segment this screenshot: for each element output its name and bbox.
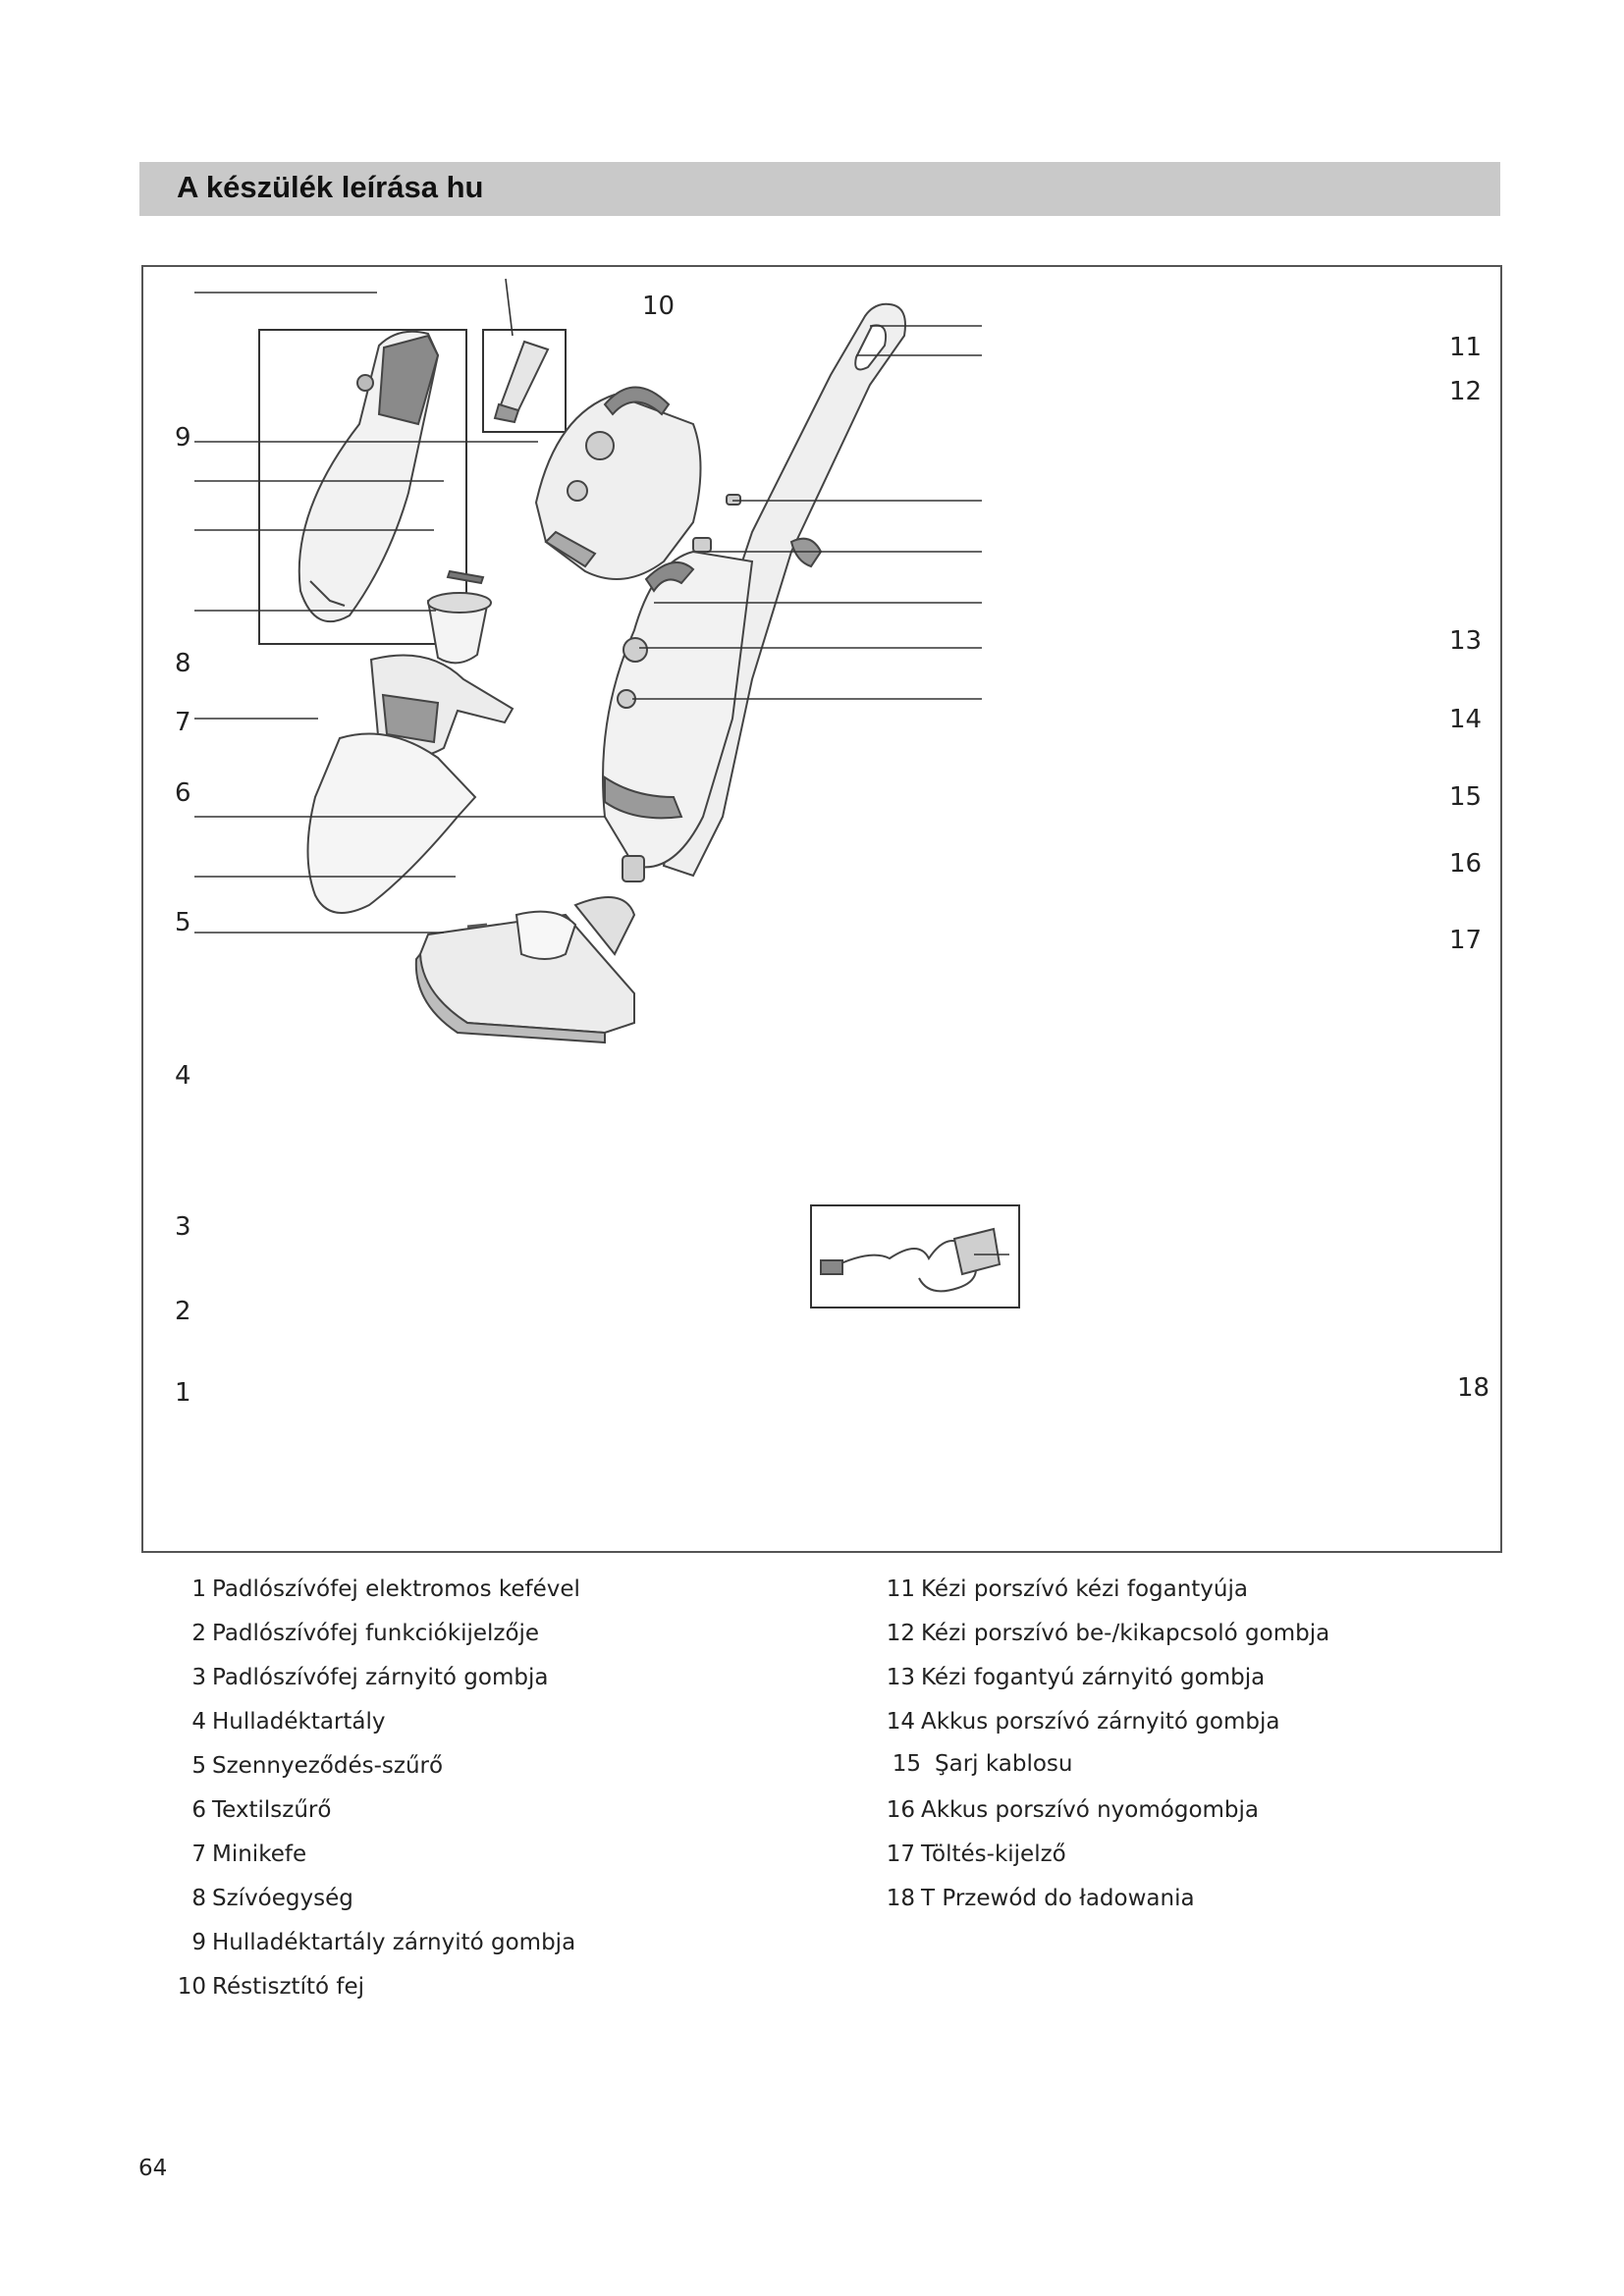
legend-item: 7 Minikefe: [191, 1842, 307, 1867]
legend-item: 10 Réstisztító fej: [177, 1974, 364, 2000]
callout-17: 17: [1449, 926, 1483, 955]
legend-item: 15 Şarj kablosu: [892, 1751, 1073, 1777]
callout-1: 1: [175, 1378, 191, 1408]
callout-18: 18: [1457, 1373, 1490, 1403]
legend-item: 2 Padlószívófej funkciókijelzője: [191, 1621, 540, 1646]
legend-item: 18 T Przewód do ładowania: [886, 1886, 1195, 1911]
legend-item: 16 Akkus porszívó nyomógombja: [886, 1797, 1260, 1823]
callout-9: 9: [175, 423, 191, 453]
legend-item: 12 Kézi porszívó be-/kikapcsoló gombja: [886, 1621, 1330, 1646]
legend-item: 13 Kézi fogantyú zárnyitó gombja: [886, 1665, 1266, 1690]
suction-unit-drawing: [536, 388, 701, 580]
callout-8: 8: [175, 649, 191, 678]
vacuum-illustration: [143, 267, 1500, 1551]
page-number: 64: [138, 2156, 168, 2181]
legend-item: 11 Kézi porszívó kézi fogantyúja: [886, 1576, 1248, 1602]
textile-filter-drawing: [428, 593, 491, 663]
callout-2: 2: [175, 1297, 191, 1326]
device-diagram: [141, 265, 1502, 1553]
callout-3: 3: [175, 1212, 191, 1242]
callout-15: 15: [1449, 782, 1483, 812]
callout-6: 6: [175, 778, 191, 808]
callout-4: 4: [175, 1061, 191, 1091]
legend-item: 17 Töltés-kijelző: [886, 1842, 1066, 1867]
legend-item: 14 Akkus porszívó zárnyitó gombja: [886, 1709, 1280, 1735]
charger-drawing: [821, 1229, 1000, 1291]
legend-item: 8 Szívóegység: [191, 1886, 353, 1911]
callout-11: 11: [1449, 333, 1483, 362]
crevice-nozzle-drawing: [495, 342, 548, 422]
callout-5: 5: [175, 908, 191, 937]
legend-item: 5 Szennyeződés-szűrő: [191, 1753, 444, 1779]
page-title: A készülék leírása hu: [177, 170, 484, 204]
callout-12: 12: [1449, 377, 1483, 406]
callout-16: 16: [1449, 849, 1483, 879]
handheld-unit-drawing: [299, 332, 438, 621]
legend-item: 1 Padlószívófej elektromos kefével: [191, 1576, 580, 1602]
legend-item: 3 Padlószívófej zárnyitó gombja: [191, 1665, 549, 1690]
legend-item: 6 Textilszűrő: [191, 1797, 332, 1823]
legend-item: 4 Hulladéktartály: [191, 1709, 386, 1735]
callout-10: 10: [642, 292, 676, 321]
legend-item: 9 Hulladéktartály zárnyitó gombja: [191, 1930, 576, 1955]
dust-container-drawing: [308, 734, 476, 914]
callout-14: 14: [1449, 705, 1483, 734]
callout-7: 7: [175, 708, 191, 737]
callout-13: 13: [1449, 626, 1483, 656]
section-header: [139, 162, 1500, 216]
